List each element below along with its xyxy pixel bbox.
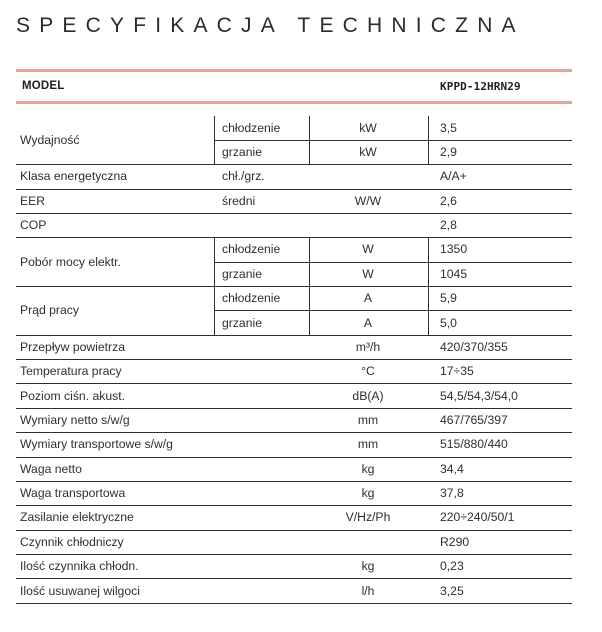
column-divider [214, 116, 215, 165]
column-divider [428, 116, 429, 165]
spec-label: Klasa energetyczna [20, 169, 128, 184]
spec-mode: grzanie [222, 266, 262, 281]
spec-value: 2,8 [440, 218, 457, 233]
column-divider [428, 237, 429, 286]
spec-label: Ilość czynnika chłodn. [20, 559, 139, 574]
spec-unit: V/Hz/Ph [345, 510, 391, 525]
spec-value: 515/880/440 [440, 437, 508, 452]
spec-value: 1045 [440, 266, 468, 281]
spec-mode: chł./grz. [222, 169, 265, 184]
spec-unit: m³/h [355, 339, 381, 354]
spec-unit: mm [357, 437, 379, 452]
spec-unit: A [363, 291, 373, 306]
spec-unit: dB(A) [352, 388, 384, 403]
spec-value: A/A+ [440, 169, 467, 184]
spec-value: 220÷240/50/1 [440, 510, 515, 525]
page-title: SPECYFIKACJA TECHNICZNA [16, 14, 525, 37]
spec-label: Wydajność [20, 132, 80, 147]
spec-value: 54,5/54,3/54,0 [440, 388, 518, 403]
spec-label: Waga netto [20, 461, 82, 476]
column-divider [214, 237, 215, 286]
spec-value: 1350 [440, 242, 468, 257]
spec-mode: chłodzenie [222, 242, 281, 257]
spec-mode: grzanie [222, 315, 262, 330]
spec-value: 17÷35 [440, 364, 474, 379]
spec-label: Wymiary netto s/w/g [20, 412, 130, 427]
spec-mode: grzanie [222, 145, 262, 160]
model-header-value: KPPD-12HRN29 [440, 80, 521, 93]
spec-unit: kg [361, 559, 375, 574]
spec-value: 3,25 [440, 583, 464, 598]
spec-unit: W/W [354, 193, 382, 208]
spec-unit: kg [361, 461, 375, 476]
spec-value: 5,0 [440, 315, 457, 330]
model-header-label: MODEL [22, 80, 65, 92]
spec-value: 3,5 [440, 120, 457, 135]
spec-unit: W [362, 266, 374, 281]
row-divider [16, 213, 572, 214]
spec-label: Zasilanie elektryczne [20, 510, 134, 525]
spec-label: Ilość usuwanej wilgoci [20, 583, 140, 598]
spec-unit: kW [359, 120, 377, 135]
row-divider [16, 286, 572, 287]
spec-mode: średni [222, 193, 256, 208]
spec-label: Waga transportowa [20, 486, 126, 501]
spec-label: Czynnik chłodniczy [20, 534, 124, 549]
spec-unit: mm [357, 412, 379, 427]
spec-label: Temperatura pracy [20, 364, 122, 379]
spec-mode: chłodzenie [222, 120, 281, 135]
spec-label: Prąd pracy [20, 303, 79, 318]
spec-label: Przepływ powietrza [20, 339, 125, 354]
column-divider [428, 286, 429, 335]
spec-value: 0,23 [440, 559, 464, 574]
spec-value: 2,9 [440, 145, 457, 160]
spec-value: 5,9 [440, 291, 457, 306]
accent-bar-top [16, 69, 572, 72]
spec-label: Wymiary transportowe s/w/g [20, 437, 173, 452]
row-divider [16, 603, 572, 604]
spec-value: 420/370/355 [440, 339, 508, 354]
spec-value: R290 [440, 534, 470, 549]
spec-label: EER [20, 193, 46, 208]
spec-unit: W [362, 242, 374, 257]
spec-value: 37,8 [440, 486, 464, 501]
spec-label: Poziom ciśn. akust. [20, 388, 125, 403]
spec-label: Pobór mocy elektr. [20, 254, 121, 269]
spec-unit: °C [361, 364, 375, 379]
row-divider [16, 189, 572, 190]
spec-unit: kW [359, 145, 377, 160]
column-divider [214, 286, 215, 335]
spec-unit: kg [361, 486, 375, 501]
column-divider [309, 286, 310, 335]
column-divider [309, 116, 310, 165]
spec-unit: A [363, 315, 373, 330]
spec-value: 467/765/397 [440, 412, 508, 427]
spec-value: 2,6 [440, 193, 457, 208]
accent-bar-bottom [16, 101, 572, 104]
spec-label: COP [20, 218, 47, 233]
spec-mode: chłodzenie [222, 291, 281, 306]
row-divider [16, 457, 572, 458]
spec-unit: l/h [361, 583, 375, 598]
spec-value: 34,4 [440, 461, 464, 476]
column-divider [309, 237, 310, 286]
